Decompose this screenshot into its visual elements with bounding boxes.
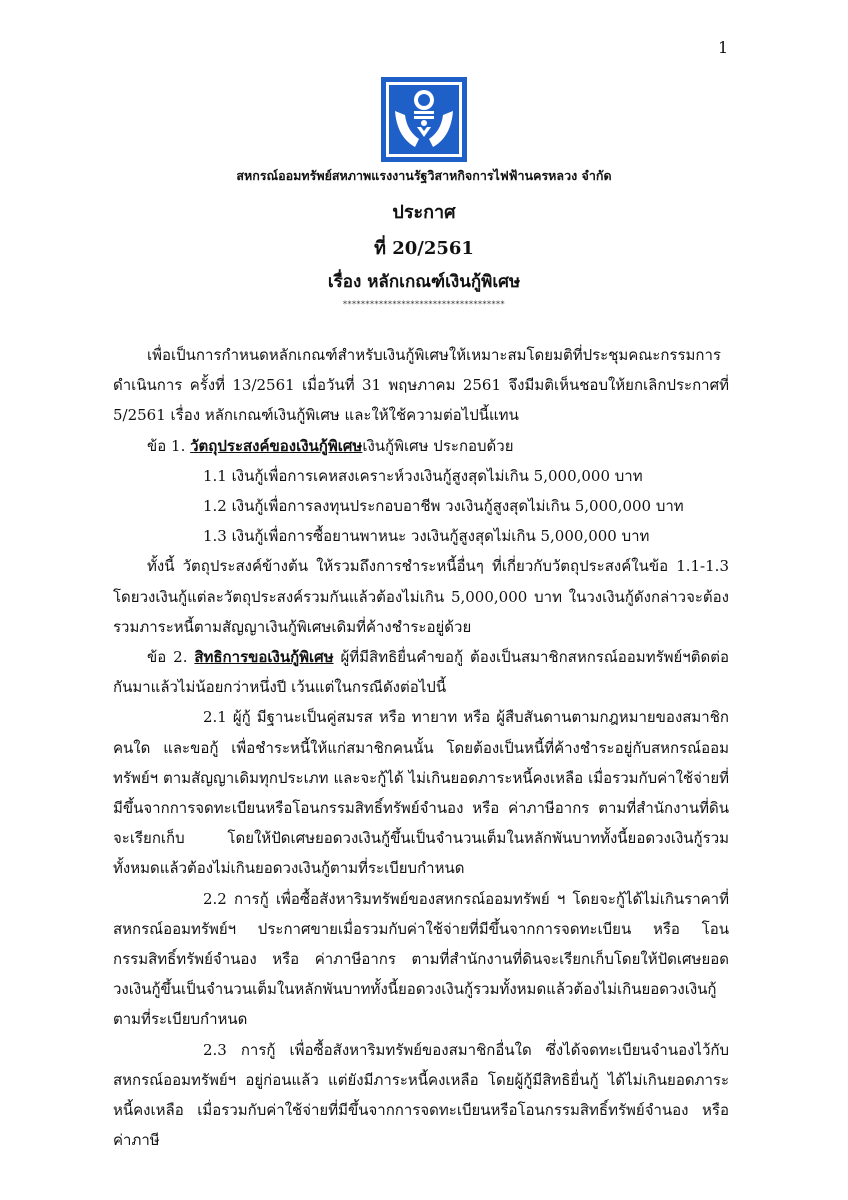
document-subject: เรื่อง หลักเกณฑ์เงินกู้พิเศษ <box>327 272 521 292</box>
cooperative-logo <box>381 77 467 162</box>
clause-2-heading: สิทธิการขอเงินกู้พิเศษ <box>194 648 334 667</box>
clause-1-item: 1.2 เงินกู้เพื่อการลงทุนประกอบอาชีพ วงเงินกู้สูงสุดไม่เกิน 5,000,000 บาท <box>203 497 684 516</box>
organization-name: สหกรณ์ออมทรัพย์สหภาพแรงงานรัฐวิสาหกิจการไฟฟ้านครหลวง จำกัด <box>236 168 612 183</box>
clause-1-heading: วัตถุประสงค์ของเงินกู้พิเศษ <box>190 436 363 455</box>
separator: ************************************ <box>343 300 505 309</box>
clause-2-item: 2.3 การกู้ เพื่อซื้อสังหาริมทรัพย์ของสมาชิกอื่นใด ซึ่งได้จดทะเบียนจำนองไว้กับสหกรณ์ออมทรัพย์ฯ อยู่ก่อนแล้ว แต่ยังมีภาระหนี้คงเหลือ โดยผู้กู้มีสิทธิยื่นกู้ ได้ไม่เกินยอดภาระหนี้คงเหลือ เมื่อรวมกับค่าใช้จ่ายที่มีขึ้นจากการจดทะเบียนหรือโอนกรรมสิทธิ์ทรัพย์จำนอง หรือ ค่าภาษี <box>113 1040 729 1150</box>
clause-1-text: เงินกู้พิเศษ ประกอบด้วย <box>362 436 514 455</box>
clause-1-item: 1.3 เงินกู้เพื่อการซื้อยานพาหนะ วงเงินกู้สูงสุดไม่เกิน 5,000,000 บาท <box>203 527 650 546</box>
intro-paragraph: เพื่อเป็นการกำหนดหลักเกณฑ์สำหรับเงินกู้พิเศษให้เหมาะสมโดยมติที่ประชุมคณะกรรมการดำเนินการ ครั้งที่ 13/2561 เมื่อวันที่ 31 พฤษภาคม 2561 จึงมีมติเห็นชอบให้ยกเลิกประกาศที่ 5/2561 เรื่อง หลักเกณฑ์เงินกู้พิเศษ และให้ใช้ความต่อไปนี้แทน <box>113 346 729 425</box>
clause-2 <box>113 642 729 702</box>
clause-2-prefix: ข้อ 2. <box>147 648 188 667</box>
clause-1-note: ทั้งนี้ วัตถุประสงค์ข้างต้น ให้รวมถึงการชำระหนี้อื่นๆ ที่เกี่ยวกับวัตถุประสงค์ในข้อ 1.1-1.3 โดยวงเงินกู้แต่ละวัตถุประสงค์รวมกันแล้วต้องไม่เกิน 5,000,000 บาท ในวงเงินกู้ดังกล่าวจะต้องรวมภาระหนี้ตามสัญญาเงินกู้พิเศษเดิมที่ค้างชำระอยู่ด้วย <box>113 557 729 636</box>
document-type: ประกาศ <box>392 202 456 223</box>
page-number: 1 <box>718 38 729 57</box>
document-number: ที่ 20/2561 <box>374 238 474 259</box>
clause-1-prefix: ข้อ 1. <box>147 436 186 455</box>
clause-1-item: 1.1 เงินกู้เพื่อการเคหสงเคราะห์วงเงินกู้สูงสุดไม่เกิน 5,000,000 บาท <box>203 466 643 485</box>
clause-2-item: 2.1 ผู้กู้ มีฐานะเป็นคู่สมรส หรือ ทายาท หรือ ผู้สืบสันดานตามกฎหมายของสมาชิกคนใด และขอกู้ เพื่อชำระหนี้ให้แก่สมาชิกคนนั้น โดยต้องเป็นหนี้ที่ค้างชำระอยู่กับสหกรณ์ออมทรัพย์ฯ ตามสัญญาเดิมทุกประเภท และจะกู้ได้ ไม่เกินยอดภาระหนี้คงเหลือ เมื่อรวมกับค่าใช้จ่ายที่มีขึ้นจากการจดทะเบียนหรือโอนกรรมสิทธิ์ทรัพย์จำนอง หรือ ค่าภาษีอากร ตามที่สำนักงานที่ดินจะเรียกเก็บ โดยให้ปัดเศษยอดวงเงินกู้ขึ้นเป็นจำนวนเต็มในหลักพันบาททั้งนี้ยอดวงเงินกู้รวมทั้งหมดแล้วต้องไม่เกินยอดวงเงินกู้ตามที่ระเบียบกำหนด <box>113 708 729 878</box>
clause-2-item: 2.2 การกู้ เพื่อซื้อสังหาริมทรัพย์ของสหกรณ์ออมทรัพย์ ฯ โดยจะกู้ได้ไม่เกินราคาที่สหกรณ์ออมทรัพย์ฯ ประกาศขายเมื่อรวมกับค่าใช้จ่ายที่มีขึ้นจากการจดทะเบียน หรือ โอนกรรมสิทธิ์ทรัพย์จำนอง หรือ ค่าภาษีอากร ตามที่สำนักงานที่ดินจะเรียกเก็บโดยให้ปัดเศษยอดวงเงินกู้ขึ้นเป็นจำนวนเต็มในหลักพันบาททั้งนี้ยอดวงเงินกู้รวมทั้งหมดแล้วต้องไม่เกินยอดวงเงินกู้ตามที่ระเบียบกำหนด <box>113 889 729 1029</box>
document-body <box>113 340 729 1155</box>
clause-2-text: ผู้ที่มีสิทธิยื่นคำขอกู้ ต้องเป็นสมาชิกสหกรณ์ออมทรัพย์ฯติดต่อกันมาแล้วไม่น้อยกว่าหนึ่งปี เว้นแต่ในกรณีดังต่อไปนี้ <box>113 648 729 697</box>
clause-1 <box>113 431 729 461</box>
